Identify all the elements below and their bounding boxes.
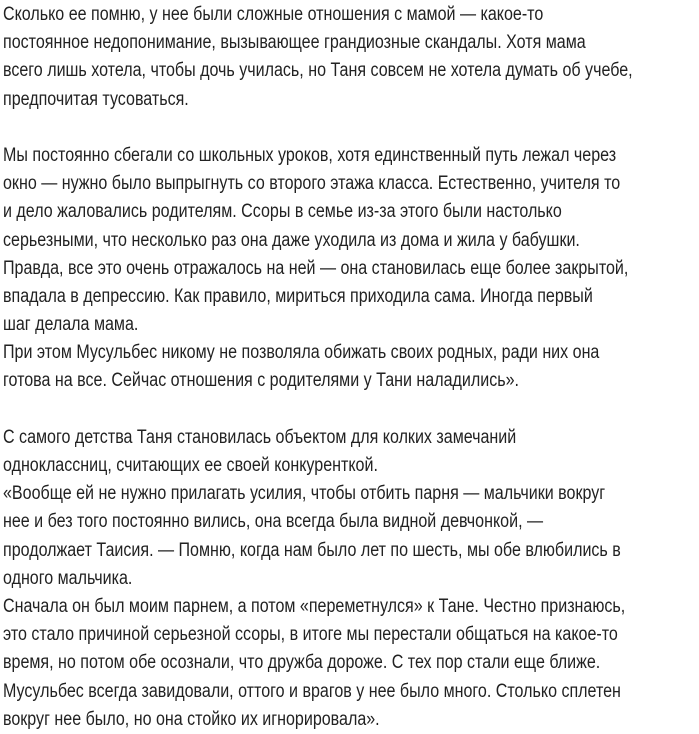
text-line: вокруг нее было, но она стойко их игнорировала». [3, 708, 380, 730]
text-line: Мы постоянно сбегали со школьных уроков, хотя единственный путь лежал через [3, 144, 617, 166]
text-line: шаг делала мама. [3, 314, 139, 336]
text-line: окно — нужно было выпрыгнуть со второго этажа класса. Естественно, учителя то [3, 173, 621, 195]
text-line: серьезными, что несколько раз она даже уходила из дома и жила у бабушки. [3, 229, 580, 251]
text-line: впадала в депрессию. Как правило, мириться приходила сама. Иногда первый [3, 285, 593, 307]
text-line: продолжает Таисия. — Помню, когда нам было лет по шесть, мы обе влюбились в [3, 539, 621, 561]
text-line: Сколько ее помню, у нее были сложные отношения с мамой — какое-то [3, 4, 544, 25]
text-line: нее и без того постоянно вились, она всегда была видной девчонкой, — [3, 511, 544, 533]
paragraph-3 [3, 424, 699, 734]
article-body [3, 1, 699, 734]
text-line: Сначала он был моим парнем, а потом «переметнулся» к Тане. Честно признаюсь, [3, 595, 626, 617]
paragraph-spacer [3, 396, 699, 424]
paragraph-2 [3, 142, 699, 396]
text-line: готова на все. Сейчас отношения с родителями у Тани наладились». [3, 370, 519, 392]
text-line: и дело жаловались родителям. Ссоры в семье из-за этого были настолько [3, 201, 562, 223]
text-line: время, но потом обе осознали, что дружба дороже. С тех пор стали еще ближе. [3, 652, 601, 674]
text-line: Правда, все это очень отражалось на ней — она становилась еще более закрытой, [3, 257, 629, 279]
text-line: одного мальчика. [3, 567, 133, 589]
paragraph-1 [3, 1, 699, 114]
text-line: одноклассниц, считающих ее своей конкуренткой. [3, 455, 378, 476]
text-line: Мусульбес всегда завидовали, оттого и врагов у нее было много. Столько сплетен [3, 680, 621, 702]
text-line: «Вообще ей не нужно прилагать усилия, чтобы отбить парня — мальчики вокруг [3, 483, 606, 505]
text-line: это стало причиной серьезной ссоры, в итоге мы перестали общаться на какое-то [3, 624, 618, 646]
text-line: С самого детства Таня становилась объектом для колких замечаний [3, 426, 517, 448]
text-line: всего лишь хотела, чтобы дочь училась, но Таня совсем не хотела думать об учебе, [3, 60, 633, 82]
text-line: предпочитая тусоваться. [3, 88, 189, 110]
text-line: При этом Мусульбес никому не позволяла обижать своих родных, ради них она [3, 342, 600, 364]
paragraph-spacer [3, 114, 699, 142]
text-line: постоянное недопонимание, вызывающее грандиозные скандалы. Хотя мама [3, 32, 586, 54]
